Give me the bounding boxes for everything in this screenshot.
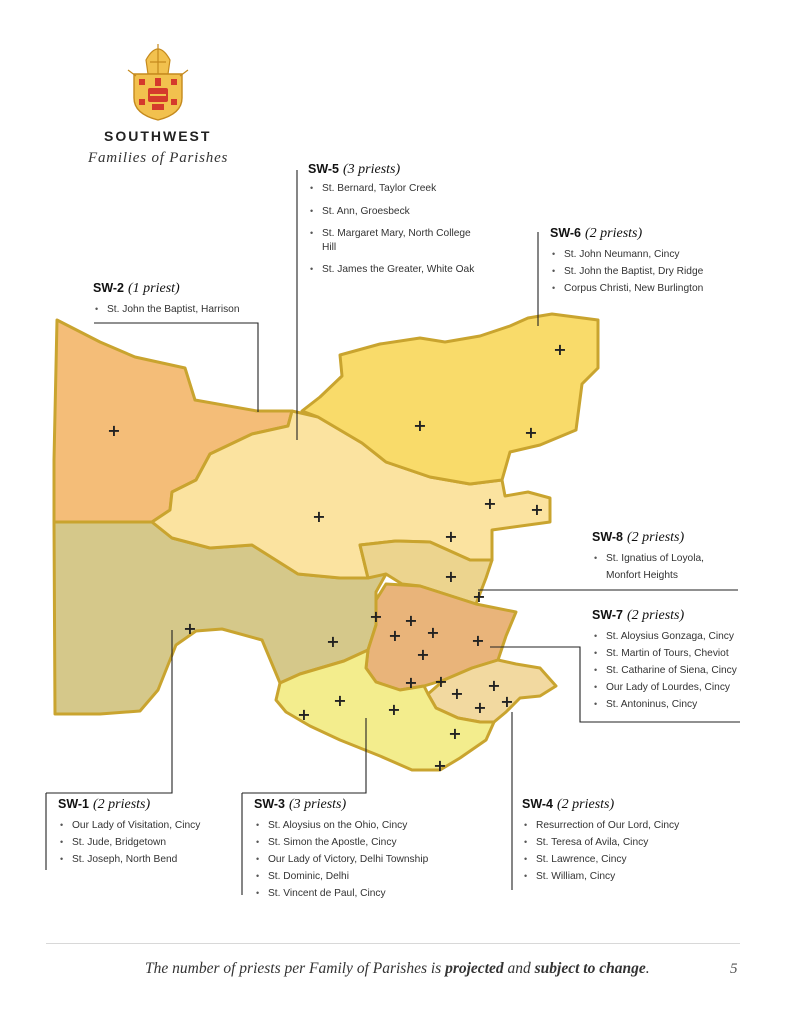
region-label-sw2 — [93, 281, 293, 318]
parish-cross-icon: + — [326, 632, 340, 651]
footer-note — [145, 960, 650, 978]
parish-cross-icon: + — [107, 421, 121, 440]
region-label-sw8 — [592, 530, 752, 584]
parish-list — [522, 817, 722, 885]
region-priests: (2 priests) — [627, 608, 685, 623]
region-label-sw1 — [58, 797, 238, 868]
parish-cross-icon: + — [416, 645, 430, 664]
parish-item: • St. Bernard, Taylor Creek — [308, 182, 478, 196]
parish-cross-icon: + — [369, 607, 383, 626]
region-title — [592, 530, 752, 546]
footer-note-start: The number of priests per Family of Parishes is — [145, 960, 446, 977]
parish-cross-icon: + — [413, 416, 427, 435]
parish-cross-icon: + — [524, 423, 538, 442]
parish-item: • Our Lady of Lourdes, Cincy — [592, 679, 782, 696]
parish-list — [592, 550, 752, 584]
region-priests: (2 priests) — [93, 797, 151, 812]
parish-list — [308, 182, 478, 277]
region-label-sw4 — [522, 797, 722, 885]
parish-cross-icon: + — [473, 698, 487, 717]
diocese-coat-of-arms-logo — [128, 44, 188, 120]
footer-note-bold-projected: projected — [445, 960, 504, 977]
parish-item: • St. Simon the Apostle, Cincy — [254, 834, 474, 851]
region-priests: (2 priests) — [557, 797, 615, 812]
region-title — [58, 797, 238, 813]
region-title — [308, 162, 478, 178]
parish-cross-icon: + — [448, 724, 462, 743]
parish-item: • St. Aloysius Gonzaga, Cincy — [592, 628, 782, 645]
region-priests: (3 priests) — [343, 162, 401, 177]
parish-item: • Resurrection of Our Lord, Cincy — [522, 817, 722, 834]
parish-item: • St. Jude, Bridgetown — [58, 834, 238, 851]
parish-list — [254, 817, 474, 902]
region-priests: (3 priests) — [289, 797, 347, 812]
parish-list — [592, 628, 782, 713]
parish-cross-icon: + — [404, 673, 418, 692]
parish-cross-icon: + — [530, 500, 544, 519]
parish-cross-icon: + — [297, 705, 311, 724]
parish-item: • St. Ignatius of Loyola, Monfort Heights — [592, 550, 724, 584]
brand-title: SOUTHWEST — [104, 128, 212, 144]
parish-item: • St. John Neumann, Cincy — [550, 246, 750, 263]
parish-item: • St. Margaret Mary, North College Hill — [308, 227, 478, 254]
region-priests: (2 priests) — [627, 530, 685, 545]
parish-cross-icon: + — [388, 626, 402, 645]
parish-list — [550, 246, 750, 297]
region-code: SW-7 — [592, 608, 623, 622]
parish-item: • St. John the Baptist, Harrison — [93, 301, 293, 318]
region-priests: (1 priest) — [128, 281, 180, 296]
parish-item: • Our Lady of Visitation, Cincy — [58, 817, 238, 834]
parish-cross-icon: + — [444, 527, 458, 546]
region-label-sw6 — [550, 226, 750, 297]
region-title — [550, 226, 750, 242]
parish-item: • St. William, Cincy — [522, 868, 722, 885]
region-code: SW-1 — [58, 797, 89, 811]
parish-cross-icon: + — [483, 494, 497, 513]
parish-cross-icon: + — [183, 619, 197, 638]
parish-cross-icon: + — [472, 587, 486, 606]
parish-cross-icon: + — [444, 567, 458, 586]
parish-list — [93, 301, 293, 318]
parish-cross-icon: + — [450, 684, 464, 703]
region-code: SW-2 — [93, 281, 124, 295]
parish-cross-icon: + — [333, 691, 347, 710]
region-label-sw3 — [254, 797, 474, 902]
parish-item: • St. Teresa of Avila, Cincy — [522, 834, 722, 851]
parish-item: • St. John the Baptist, Dry Ridge — [550, 263, 750, 280]
footer-note-mid: and — [503, 960, 535, 977]
region-title — [254, 797, 474, 813]
region-title — [592, 608, 782, 624]
region-label-sw5 — [308, 162, 478, 286]
parish-cross-icon: + — [553, 340, 567, 359]
region-priests: (2 priests) — [585, 226, 643, 241]
parish-item: • St. Aloysius on the Ohio, Cincy — [254, 817, 474, 834]
parish-item: • Our Lady of Victory, Delhi Township — [254, 851, 474, 868]
parish-cross-icon: + — [433, 756, 447, 775]
parish-cross-icon: + — [500, 692, 514, 711]
footer-note-end: . — [645, 960, 650, 977]
region-code: SW-3 — [254, 797, 285, 811]
parish-item: • St. Joseph, North Bend — [58, 851, 238, 868]
parish-item: • St. James the Greater, White Oak — [308, 263, 478, 277]
parish-item: • St. Antoninus, Cincy — [592, 696, 782, 713]
region-code: SW-8 — [592, 530, 623, 544]
region-code: SW-5 — [308, 162, 339, 176]
parish-item: • St. Martin of Tours, Cheviot — [592, 645, 782, 662]
parish-item: • St. Vincent de Paul, Cincy — [254, 885, 474, 902]
parish-item: • St. Lawrence, Cincy — [522, 851, 722, 868]
parish-cross-icon: + — [404, 611, 418, 630]
parish-cross-icon: + — [387, 700, 401, 719]
parish-cross-icon: + — [434, 672, 448, 691]
parish-list — [58, 817, 238, 868]
region-title — [522, 797, 722, 813]
brand-subtitle: Families of Parishes — [88, 150, 229, 166]
region-code: SW-4 — [522, 797, 553, 811]
page-number: 5 — [730, 961, 738, 977]
footer-divider — [46, 943, 740, 944]
parish-cross-icon: + — [487, 676, 501, 695]
parish-item: • St. Catharine of Siena, Cincy — [592, 662, 782, 679]
parish-item: • St. Ann, Groesbeck — [308, 205, 478, 219]
footer-note-bold-subject: subject to change — [534, 960, 646, 977]
parish-cross-icon: + — [312, 507, 326, 526]
parish-cross-icon: + — [426, 623, 440, 642]
parish-item: • St. Dominic, Delhi — [254, 868, 474, 885]
parish-cross-icon: + — [471, 631, 485, 650]
region-code: SW-6 — [550, 226, 581, 240]
region-label-sw7 — [592, 608, 782, 713]
parish-item: • Corpus Christi, New Burlington — [550, 280, 750, 297]
region-title — [93, 281, 293, 297]
